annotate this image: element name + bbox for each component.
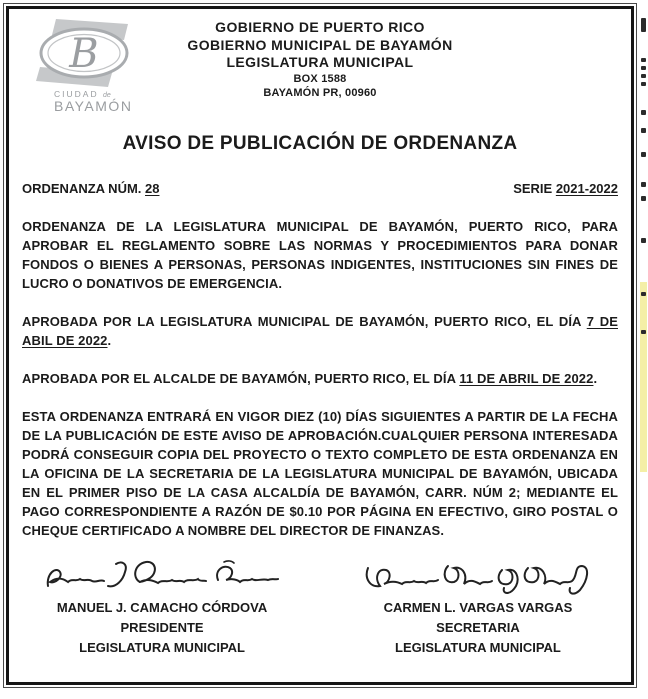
adjacent-column-sliver [639, 0, 648, 699]
city-seal-icon [32, 17, 136, 89]
letterhead-line-legislature: LEGISLATURA MUNICIPAL [226, 54, 414, 70]
signature-president [22, 552, 302, 658]
document-header [22, 9, 618, 115]
series-value: 2021-2022 [555, 181, 618, 196]
paragraph-effective-notice: ESTA ORDENANZA ENTRARÁ EN VIGOR DIEZ (10) DÍAS SIGUIENTES A PARTIR DE LA FECHA DE LA PUBLICACIÓN DE ESTE AVISO DE APROBACIÓN.CUALQUIER PERSONA INTERESADA PODRÁ CONSEGUIR COPIA DEL PROYECTO O TEXTO COMPLETO DE ESTA ORDENANZA EN LA OFICINA DE LA SECRETARIA DE LA LEGISLATURA MUNICIPAL DE BAYAMÓN, UBICADA EN EL PRIMER PISO DE LA CASA ALCALDÍA DE BAYAMÓN, CARR. NÚM 2; MEDIANTE EL PAGO CORRESPONDIENTE A RAZÓN DE $0.10 POR PÁGINA EN EFECTIVO, GIRO POSTAL O CHEQUE CERTIFICADO A NOMBRE DEL DIRECTOR DE FINANZAS. [22, 409, 618, 538]
president-signature-icon [42, 552, 282, 598]
page-title: AVISO DE PUBLICACIÓN DE ORDENANZA [122, 133, 518, 154]
ordinance-number: 28 [145, 181, 160, 196]
legislature-approval-date: 7 DE ABIL DE 2022 [22, 314, 618, 348]
president-org: LEGISLATURA MUNICIPAL [79, 640, 245, 655]
secretary-role: SECRETARIA [436, 620, 520, 635]
letterhead-city-zip: BAYAMÓN PR, 00960 [263, 86, 377, 99]
seal-wordmark: CIUDAD de BAYAMÓN [54, 89, 133, 115]
signature-block [22, 552, 618, 658]
secretary-name: CARMEN L. VARGAS VARGAS [383, 600, 573, 615]
ordinance-meta [22, 181, 618, 196]
letterhead-line-municipal: GOBIERNO MUNICIPAL DE BAYAMÓN [187, 36, 453, 53]
ordinance-number-line: ORDENANZA NÚM. 28 [22, 181, 160, 196]
paragraph-subject: ORDENANZA DE LA LEGISLATURA MUNICIPAL DE BAYAMÓN, PUERTO RICO, PARA APROBAR EL REGLAMENTO SOBRE LAS NORMAS Y PROCEDIMIENTOS PARA DONAR FONDOS O BIENES A PERSONAS, PERSONAS INDIGENTES, INSTITUCIONES SIN FINES DE LUCRO O DONATIVOS DE EMERGENCIA. [22, 219, 618, 291]
series-line: SERIE 2021-2022 [513, 181, 618, 196]
letterhead-line-government: GOBIERNO DE PUERTO RICO [215, 19, 425, 35]
president-name: MANUEL J. CAMACHO CÓRDOVA [56, 600, 268, 615]
letterhead-box: BOX 1588 [293, 72, 347, 85]
bayamon-city-seal [32, 17, 144, 114]
mayor-approval-date: 11 DE ABRIL DE 2022 [459, 371, 594, 386]
notice-frame [3, 3, 637, 688]
paragraph-approved-mayor: APROBADA POR EL ALCALDE DE BAYAMÓN, PUERTO RICO, EL DÍA 11 DE ABRIL DE 2022. [22, 371, 598, 386]
secretary-org: LEGISLATURA MUNICIPAL [395, 640, 561, 655]
president-role: PRESIDENTE [120, 620, 204, 635]
paragraph-approved-legislature: APROBADA POR LA LEGISLATURA MUNICIPAL DE BAYAMÓN, PUERTO RICO, EL DÍA 7 DE ABIL DE 2022. [22, 314, 618, 348]
seal-monogram: B [69, 31, 99, 77]
secretary-signature-icon [360, 552, 596, 598]
signature-secretary [338, 552, 618, 658]
notice-page [6, 6, 634, 685]
